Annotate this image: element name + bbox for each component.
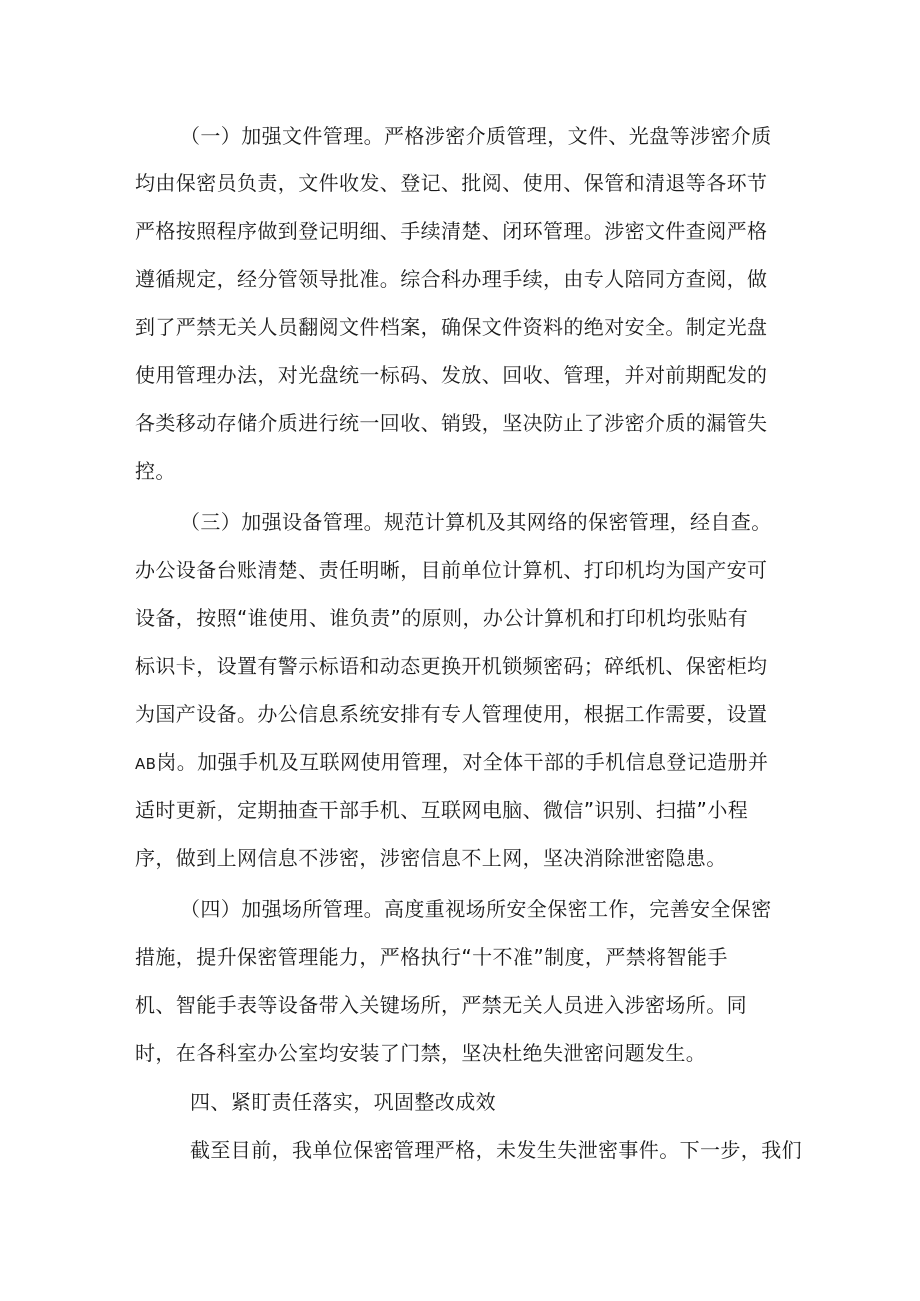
paragraph-line: 均由保密员负责，文件收发、登记、批阅、使用、保管和清退等各环节 [135,171,768,195]
paragraph-line: 时，在各科室办公室均安装了门禁，坚决杜绝失泄密问题发生。 [135,1041,707,1065]
paragraph-text: 岗。加强手机及互联网使用管理，对全体干部的手机信息登记造册并 [156,750,769,774]
paragraph-line: 办公设备台账清楚、责任明晰，目前单位计算机、打印机均为国产安可 [135,558,768,582]
paragraph-line: 适时更新，定期抽查干部手机、互联网电脑、微信”识别、扫描”小程 [135,798,749,822]
paragraph-line: （一）加强文件管理。严格涉密介质管理，文件、光盘等涉密介质 [180,124,772,148]
paragraph-line: 各类移动存储介质进行统一回收、销毁，坚决防止了涉密介质的漏管失 [135,411,768,435]
paragraph-line: （三）加强设备管理。规范计算机及其网络的保密管理，经自查。 [180,510,772,534]
paragraph-line: 机、智能手表等设备带入关键场所，严禁无关人员进入涉密场所。同 [135,993,747,1017]
paragraph-line: 严格按照程序做到登记明细、手续清楚、闭环管理。涉密文件查阅严格 [135,219,768,243]
paragraph-line: 序，做到上网信息不涉密，涉密信息不上网，坚决消除泄密隐患。 [135,846,727,870]
paragraph-line [135,750,768,776]
paragraph-line: 控。 [135,459,176,483]
section-heading: 四、紧盯责任落实，巩固整改成效 [190,1090,496,1114]
ab-post-label: AB [135,755,157,773]
paragraph-line: 使用管理办法，对光盘统一标码、发放、回收、管理，并对前期配发的 [135,363,768,387]
paragraph-line: 标识卡，设置有警示标语和动态更换开机锁频密码；碎纸机、保密柜均 [135,654,768,678]
paragraph-line: 为国产设备。办公信息系统安排有专人管理使用，根据工作需要，设置 [135,702,768,726]
paragraph-line: 措施，提升保密管理能力，严格执行“十不准”制度，严禁将智能手 [135,945,728,969]
paragraph-line: 设备，按照“谁使用、谁负责”的原则，办公计算机和打印机均张贴有 [135,606,749,630]
paragraph-line: （四）加强场所管理。高度重视场所安全保密工作，完善安全保密 [180,897,772,921]
paragraph-line: 截至目前，我单位保密管理严格，未发生失泄密事件。下一步，我们 [190,1138,802,1162]
paragraph-line: 遵循规定，经分管领导批准。综合科办理手续，由专人陪同方查阅，做 [135,267,768,291]
paragraph-line: 到了严禁无关人员翻阅文件档案，确保文件资料的绝对安全。制定光盘 [135,315,768,339]
